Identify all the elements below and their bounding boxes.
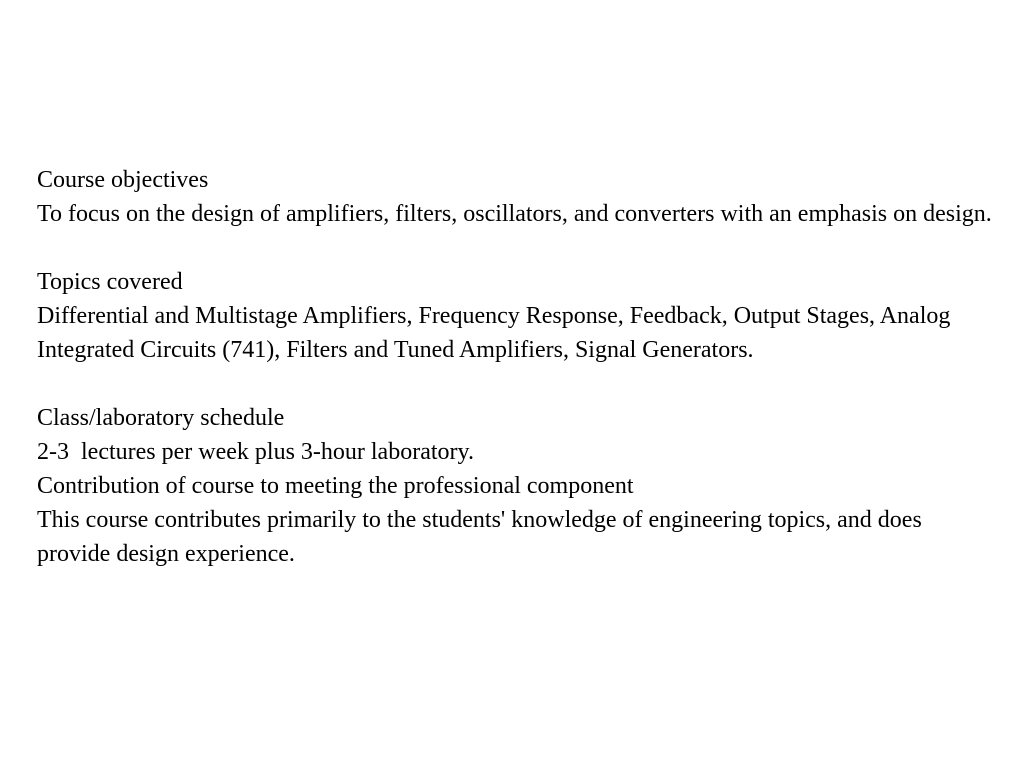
section-heading: Topics covered: [37, 269, 183, 295]
section-body: 2-3 lectures per week plus 3-hour laboratory.: [37, 439, 474, 465]
section-body: To focus on the design of amplifiers, filters, oscillators, and converters with an emphasis on design.: [37, 201, 992, 227]
section-heading: Course objectives: [37, 167, 209, 193]
section-course-objectives: [37, 163, 997, 231]
section-heading: Contribution of course to meeting the professional component: [37, 473, 634, 499]
slide-content: [37, 163, 997, 571]
section-body: This course contributes primarily to the students' knowledge of engineering topics, and does provide design experience.: [37, 507, 928, 567]
spacer: [37, 367, 997, 401]
section-body: Differential and Multistage Amplifiers, Frequency Response, Feedback, Output Stages, Analog Integrated Circuits (741), Filters and Tuned Amplifiers, Signal Generators.: [37, 303, 957, 363]
section-professional-component: [37, 469, 997, 571]
section-class-schedule: [37, 401, 997, 469]
section-topics-covered: [37, 265, 997, 367]
spacer: [37, 231, 997, 265]
section-heading: Class/laboratory schedule: [37, 405, 285, 431]
